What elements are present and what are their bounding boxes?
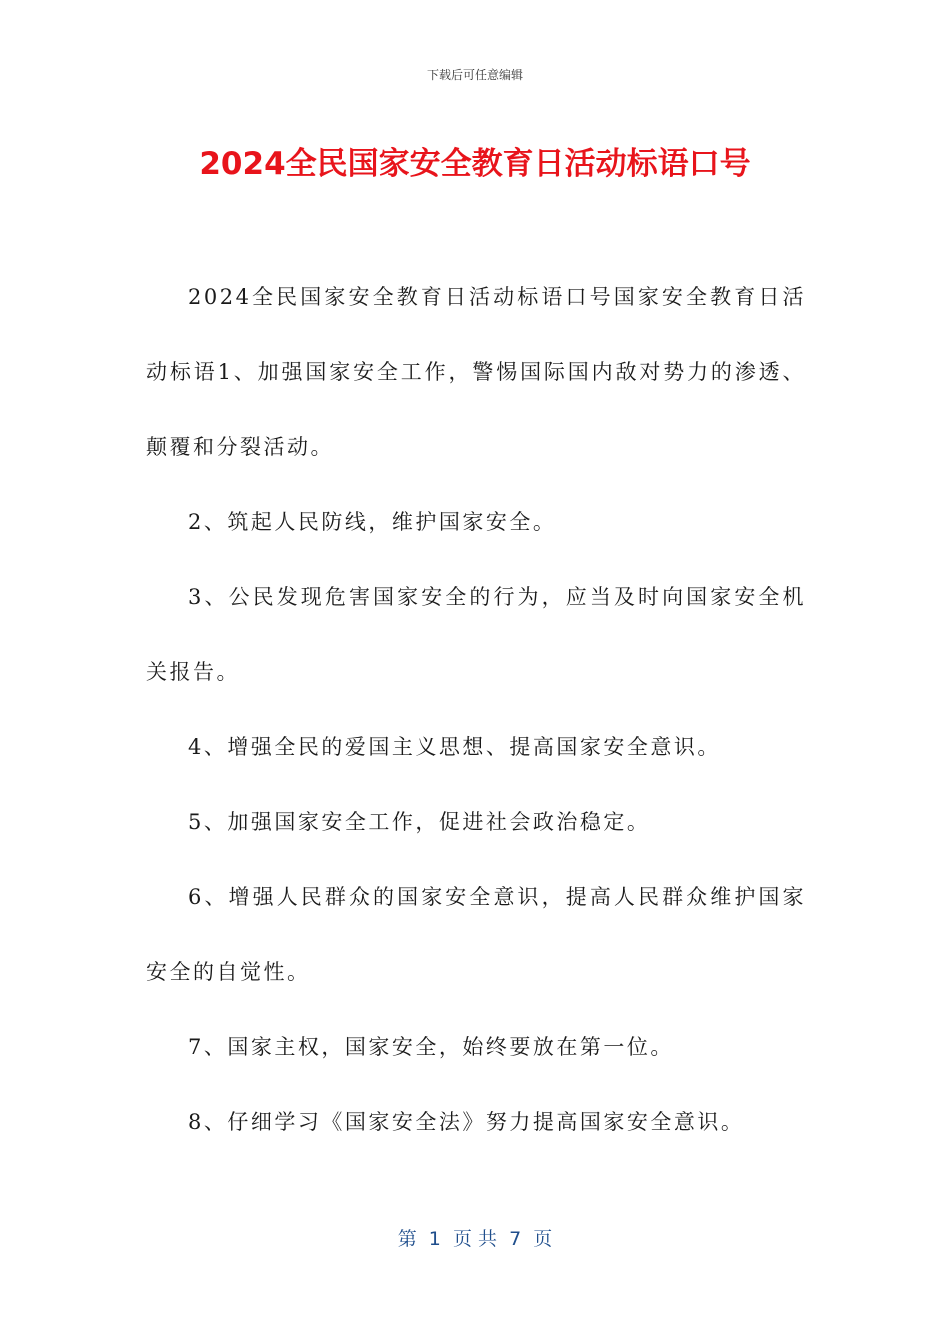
paragraph-2: 2、筑起人民防线，维护国家安全。 [188,510,557,534]
page-footer: 第 1 页 共 7 页 [397,1228,553,1250]
header-note: 下载后可任意编辑 [426,68,523,82]
document-title: 2024全民国家安全教育日活动标语口号 [199,146,751,182]
paragraph-5: 5、加强国家安全工作，促进社会政治稳定。 [188,810,651,834]
paragraph-3: 3、公民发现危害国家安全的行为，应当及时向国家安全机关报告。 [146,585,806,684]
paragraph-7: 7、国家主权，国家安全，始终要放在第一位。 [188,1035,674,1059]
paragraph-4: 4、增强全民的爱国主义思想、提高国家安全意识。 [188,735,721,759]
paragraph-intro: 2024全民国家安全教育日活动标语口号国家安全教育日活动标语1、加强国家安全工作，警惕国际国内敌对势力的渗透、颠覆和分裂活动。 [146,285,806,459]
document-body [146,260,806,1160]
paragraph-6: 6、增强人民群众的国家安全意识，提高人民群众维护国家安全的自觉性。 [146,885,806,984]
paragraph-8: 8、仔细学习《国家安全法》努力提高国家安全意识。 [188,1110,745,1134]
